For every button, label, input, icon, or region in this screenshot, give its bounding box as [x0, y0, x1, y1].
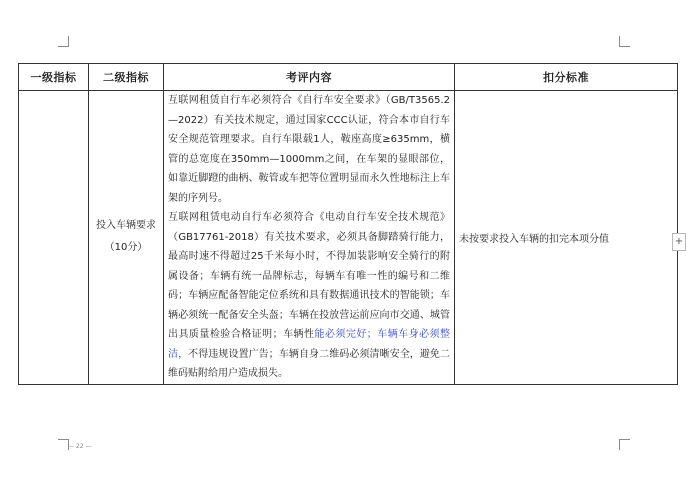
level2-score: （10分）: [104, 242, 148, 254]
header-level2: 二级指标: [89, 64, 164, 91]
highlighted-text: 能必须完好；车辆车身必须整洁，: [168, 329, 451, 360]
header-level1: 一级指标: [19, 64, 89, 91]
header-content: 考评内容: [164, 64, 455, 91]
deduction-cell: 未按要求投入车辆的扣完本项分值: [455, 91, 678, 385]
table-row: [19, 91, 678, 385]
crop-mark-top-left: [58, 36, 69, 47]
evaluation-table: [18, 63, 678, 385]
content-paragraph-1: 互联网租赁自行车必须符合《自行车安全要求》（GB/T3565.2—2022）有关技术规定，通过国家CCC认证，符合本市自行车安全规范管理要求。自行车限载1人，鞍座高度≥635mm，横管的总宽度在350mm—1000mm之间，在车架的显眼部位，如靠近脚蹬的曲柄、鞍管或车把等位置明显而永久性地标注上车架的序列号。: [168, 95, 450, 204]
level2-name: 投入车辆要求: [96, 220, 156, 232]
page-number: — 22 —: [68, 443, 92, 450]
level1-cell: [19, 91, 89, 385]
content-text: 互联网租赁电动自行车必须符合《电动自行车安全技术规范》（GB17761-2018）有关技术要求，必须具备脚踏骑行能力，最高时速不得超过25千米每小时，不得加装影响安全骑行的附属设备；车辆有统一品牌标志，每辆车有唯一性的编号和二维码；车辆应配备智能定位系统和具有数据通讯技术的智能锁；车辆必须统一配备安全头盔；车辆在投放营运前应向市交通、城管出具质量检验合格证明；车辆性: [168, 212, 450, 340]
content-cell: [164, 91, 455, 385]
crop-mark-top-right: [619, 36, 630, 47]
crop-mark-bottom-right: [619, 439, 630, 450]
expand-button[interactable]: +: [672, 233, 686, 251]
content-text-end: 不得违规设置广告；车辆自身二维码必须清晰安全，避免二维码贴附给用户造成损失。: [168, 348, 451, 379]
content-paragraph-2: [168, 208, 450, 384]
level2-cell: [89, 91, 164, 385]
table-header-row: [19, 64, 678, 91]
header-deduction: 扣分标准: [455, 64, 678, 91]
